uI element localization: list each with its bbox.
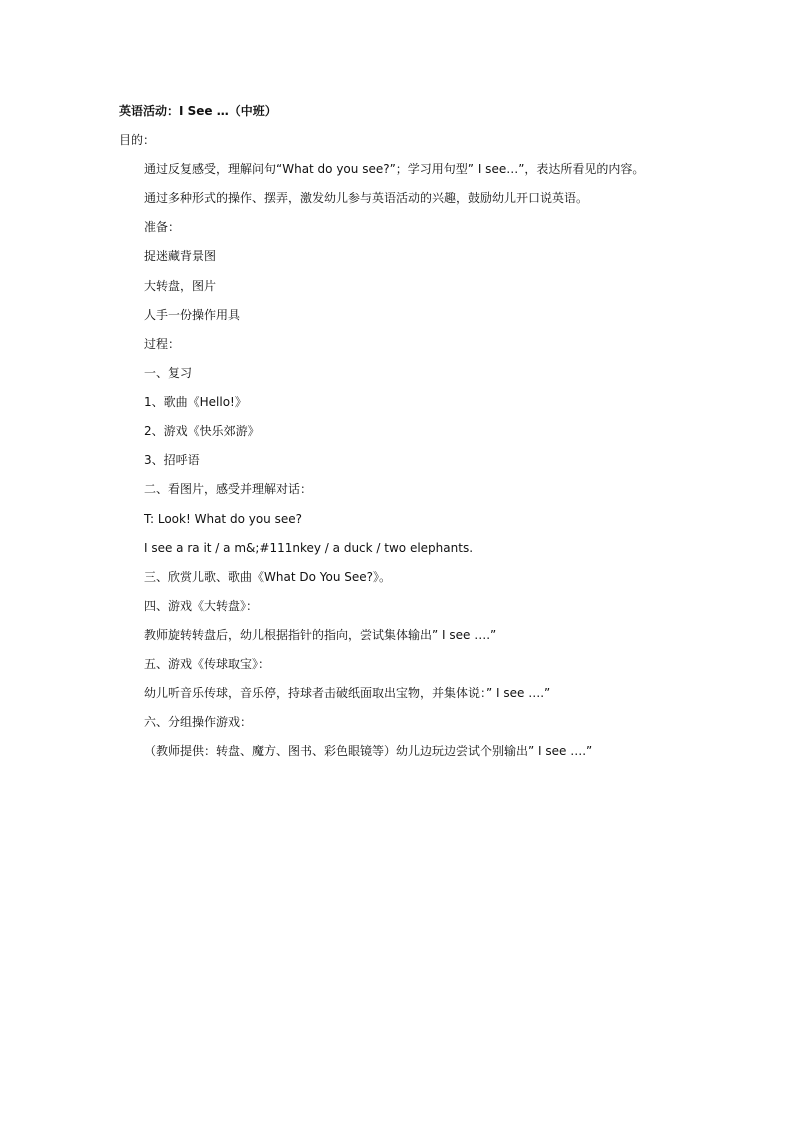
document-title: 英语活动：I See …（中班） [119,104,277,118]
purpose-line-2: 通过多种形式的操作、摆弄，激发幼儿参与英语活动的兴趣，鼓励幼儿开口说英语。 [144,191,589,205]
purpose-label: 目的： [119,133,156,147]
section-1-item-2: 2、游戏《快乐郊游》 [144,424,260,438]
section-1-item-3: 3、招呼语 [144,453,200,467]
section-5-heading: 五、游戏《传球取宝》： [144,657,271,671]
section-6-heading: 六、分组操作游戏： [144,715,253,729]
preparation-item-3: 人手一份操作用具 [144,308,241,322]
process-label: 过程： [144,337,181,351]
section-6-text: （教师提供：转盘、魔方、图书、彩色眼镜等）幼儿边玩边尝试个别输出” I see ….” [144,744,593,758]
section-4-text: 教师旋转转盘后，幼儿根据指针的指向，尝试集体输出” I see ….” [144,628,497,642]
preparation-item-2: 大转盘，图片 [144,279,217,293]
dialogue-question: T: Look! What do you see? [144,512,302,526]
section-1-item-1: 1、歌曲《Hello!》 [144,395,247,409]
section-3-heading: 三、欣赏儿歌、歌曲《What Do You See?》。 [144,570,391,584]
preparation-label: 准备： [144,220,181,234]
dialogue-answer: I see a ra it / a m&;#111nkey / a duck / two elephants. [144,541,474,555]
section-4-heading: 四、游戏《大转盘》： [144,599,259,613]
section-2-heading: 二、看图片，感受并理解对话： [144,482,313,496]
section-5-text: 幼儿听音乐传球，音乐停，持球者击破纸面取出宝物，并集体说：” I see ….” [144,686,551,700]
purpose-line-1: 通过反复感受，理解问句“What do you see?”；学习用句型” I see…”，表达所看见的内容。 [144,162,645,176]
section-1-heading: 一、复习 [144,366,193,380]
preparation-item-1: 捉迷藏背景图 [144,249,217,263]
